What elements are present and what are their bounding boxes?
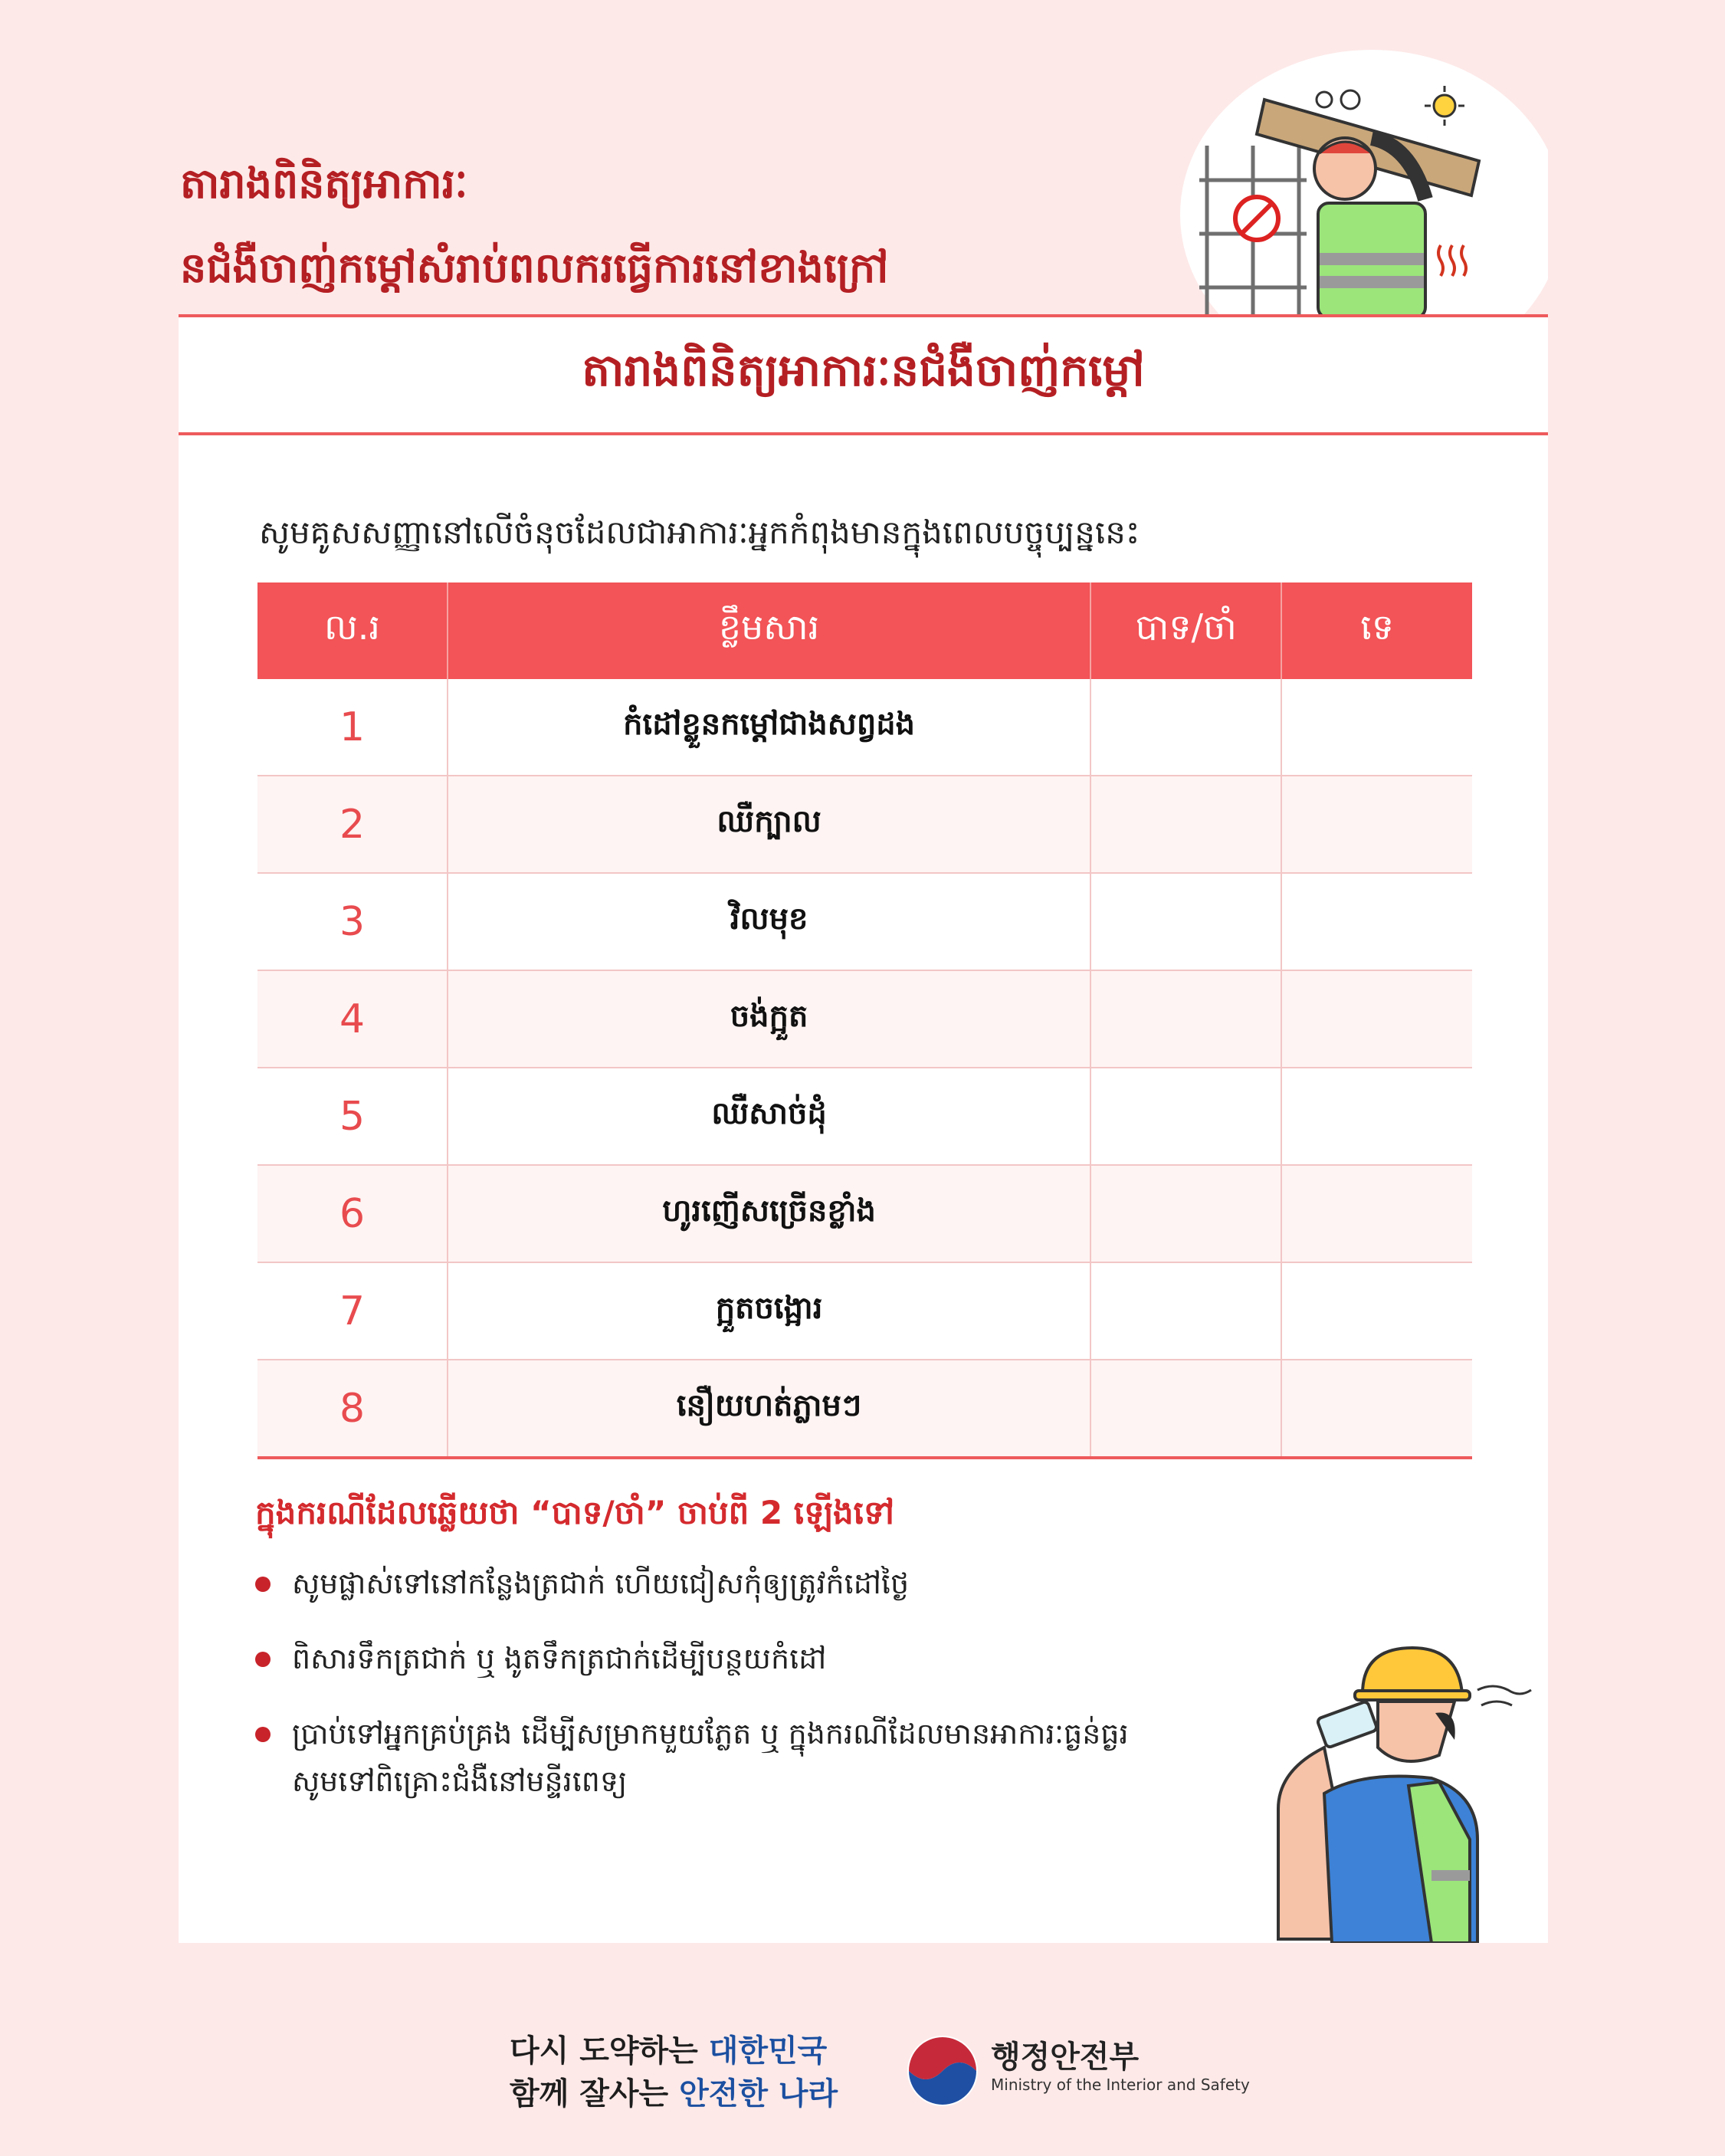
construction-worker-illustration xyxy=(1149,46,1548,353)
no-checkbox-cell[interactable] xyxy=(1281,970,1472,1068)
advice-text-continued: សូមទៅពិគ្រោះជំងឺនៅមន្ទីរពេទ្យ xyxy=(292,1764,628,1798)
row-number: 7 xyxy=(257,1262,448,1360)
advice-list xyxy=(255,1560,1290,1833)
yes-checkbox-cell[interactable] xyxy=(1090,970,1281,1068)
no-checkbox-cell[interactable] xyxy=(1281,1360,1472,1458)
no-checkbox-cell[interactable] xyxy=(1281,1068,1472,1165)
no-checkbox-cell[interactable] xyxy=(1281,679,1472,776)
table-header-row xyxy=(257,582,1472,679)
row-number: 8 xyxy=(257,1360,448,1458)
table-row xyxy=(257,970,1472,1068)
card-heading: តារាងពិនិត្យអាការៈនជំងឺចាញ់កម្ដៅ xyxy=(179,314,1548,435)
slogan-line2-a: 함께 잘사는 xyxy=(510,2076,680,2112)
yes-checkbox-cell[interactable] xyxy=(1090,873,1281,970)
list-item xyxy=(255,1635,1290,1682)
table-row xyxy=(257,1165,1472,1262)
row-symptom: កំដៅខ្លួនកម្ដៅជាងសព្វដង xyxy=(448,679,1090,776)
advice-title: ក្នុងករណីដែលឆ្លើយថា “បាទ/ចាំ” ចាប់ពី 2 ឡើងទៅ xyxy=(255,1494,894,1531)
yes-checkbox-cell[interactable] xyxy=(1090,776,1281,873)
yes-checkbox-cell[interactable] xyxy=(1090,1262,1281,1360)
ministry-name-korean: 행정안전부 xyxy=(991,2040,1140,2075)
instruction-text: សូមគូសសញ្ញានៅលើចំនុចដែលជាអាការៈអ្នកកំពុងមានក្នុងពេលបច្ចុប្បន្ននេះ xyxy=(259,514,1140,551)
checklist-card xyxy=(179,314,1548,1943)
bullet-icon xyxy=(255,1727,271,1742)
table-row xyxy=(257,1360,1472,1458)
yes-checkbox-cell[interactable] xyxy=(1090,679,1281,776)
slogan-line1-a: 다시 도약하는 xyxy=(510,2033,709,2069)
no-checkbox-cell[interactable] xyxy=(1281,873,1472,970)
footer xyxy=(0,1993,1725,2156)
drinking-worker-illustration xyxy=(1248,1640,1539,1943)
slogan xyxy=(510,2030,838,2115)
row-number: 1 xyxy=(257,679,448,776)
header-number: ល.រ xyxy=(257,582,448,679)
bullet-icon xyxy=(255,1577,271,1592)
title-line-1: តារាងពិនិត្យអាការៈ xyxy=(180,159,468,208)
row-number: 4 xyxy=(257,970,448,1068)
row-symptom: ចង់ក្អួត xyxy=(448,970,1090,1068)
advice-text: សូមផ្លាស់ទៅនៅកន្លែងត្រជាក់ ហើយជៀសកុំឲ្យត្រូវកំដៅថ្ងៃ xyxy=(292,1567,910,1600)
row-symptom: ហូរញើសច្រើនខ្លាំង xyxy=(448,1165,1090,1262)
ministry-name-english: Ministry of the Interior and Safety xyxy=(991,2076,1250,2094)
government-emblem-icon xyxy=(904,2033,981,2109)
row-number: 3 xyxy=(257,873,448,970)
list-item xyxy=(255,1560,1290,1607)
row-symptom: ឈឺក្បាល xyxy=(448,776,1090,873)
row-number: 5 xyxy=(257,1068,448,1165)
row-number: 6 xyxy=(257,1165,448,1262)
slogan-line2-b: 안전한 나라 xyxy=(679,2076,838,2112)
advice-text: ពិសារទឹកត្រជាក់ ឬ ងូតទឹកត្រជាក់ដើម្បីបន្ថយកំដៅ xyxy=(292,1642,827,1675)
advice-text: ប្រាប់ទៅអ្នកគ្រប់គ្រង ដើម្បីសម្រាកមួយភ្លែត ឬ ក្នុងករណីដែលមានអាការៈធ្ងន់ធ្ងរ xyxy=(292,1717,1129,1751)
bullet-icon xyxy=(255,1652,271,1667)
row-symptom: ក្អួតចង្អោរ xyxy=(448,1262,1090,1360)
header-yes: បាទ/ចាំ xyxy=(1090,582,1281,679)
title-line-2: នជំងឺចាញ់កម្ដៅសំរាប់ពលករធ្វើការនៅខាងក្រៅ xyxy=(180,244,889,292)
row-symptom: នឿយហត់ភ្លាមៗ xyxy=(448,1360,1090,1458)
row-number: 2 xyxy=(257,776,448,873)
table-row xyxy=(257,1068,1472,1165)
table-row xyxy=(257,873,1472,970)
yes-checkbox-cell[interactable] xyxy=(1090,1165,1281,1262)
header-no: ទេ xyxy=(1281,582,1472,679)
table-row xyxy=(257,1262,1472,1360)
page-title xyxy=(180,142,888,310)
row-symptom: វិលមុខ xyxy=(448,873,1090,970)
yes-checkbox-cell[interactable] xyxy=(1090,1068,1281,1165)
row-symptom: ឈឺសាច់ដុំ xyxy=(448,1068,1090,1165)
no-checkbox-cell[interactable] xyxy=(1281,1165,1472,1262)
header-content: ខ្លឹមសារ xyxy=(448,582,1090,679)
no-checkbox-cell[interactable] xyxy=(1281,776,1472,873)
slogan-line1-b: 대한민국 xyxy=(708,2033,828,2069)
yes-checkbox-cell[interactable] xyxy=(1090,1360,1281,1458)
list-item xyxy=(255,1710,1290,1805)
no-checkbox-cell[interactable] xyxy=(1281,1262,1472,1360)
table-row xyxy=(257,679,1472,776)
table-row xyxy=(257,776,1472,873)
symptom-table xyxy=(257,582,1472,1459)
